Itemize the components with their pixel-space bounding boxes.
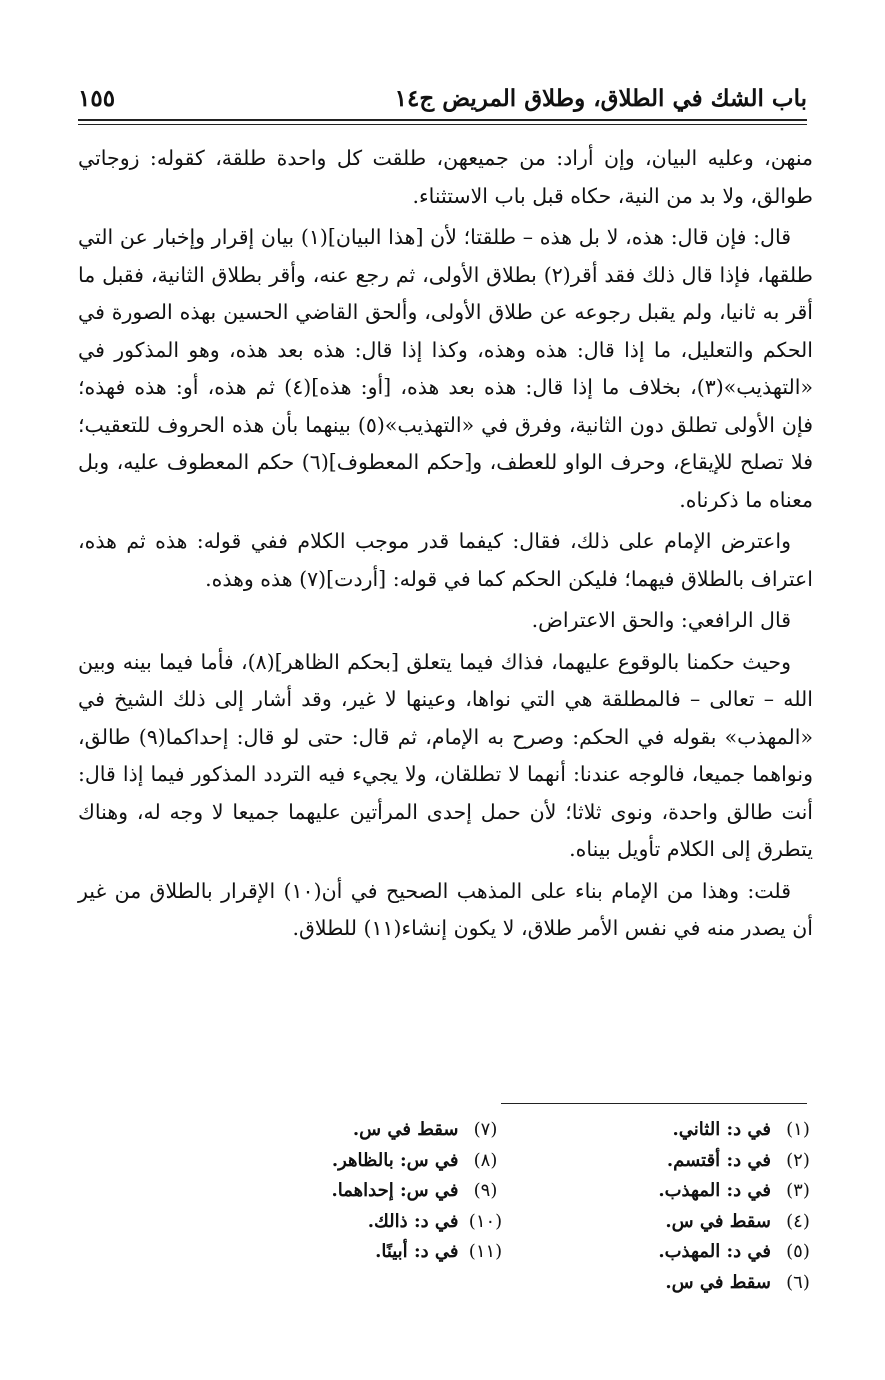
footnote: (٤) سقط في س. bbox=[665, 1210, 810, 1232]
footnote: (٢) في د: أقتسم. bbox=[666, 1149, 810, 1171]
paragraph-5: وحيث حكمنا بالوقوع عليهما، فذاك فيما يتعلق [بحكم الظاهر](٨)، فأما فيما بينه وبين الله – تعالى – فالمطلقة هي التي نواها، وعينها لا غير، وقد أشار إلى ذلك الشيخ في «المهذب» بقوله في الحكم: وصرح به الإمام، ثم قال: حتى لو قال: إحداكما(٩) طالق، ونواهما جميعا، فالوجه عندنا: أنهما لا تطلقان، ولا يجيء فيه التردد المذكور فيما إذا قال: أنت طالق واحدة، ونوى ثلاثا؛ لأن حمل إحدى المرأتين عليهما جميعا لا وجه له، وهناك يتطرق إلى الكلام تأويل بيناه. bbox=[78, 649, 813, 861]
footnotes bbox=[200, 1115, 825, 1298]
footnote: (٦) سقط في س. bbox=[665, 1271, 810, 1293]
paragraph-1: منهن، وعليه البيان، وإن أراد: من جميعهن، طلقت كل واحدة طلقة، كقوله: زوجاتي طوالق، ولا بد من النية، حكاه قبل باب الاستثناء. bbox=[78, 146, 813, 208]
footnote-separator bbox=[501, 1103, 807, 1104]
main-text bbox=[78, 140, 813, 952]
footnote: (١٠) في د: ذالك. bbox=[367, 1210, 503, 1232]
footnote: (٣) في د: المهذب. bbox=[658, 1180, 810, 1201]
footnote: (١١) في د: أبينًا. bbox=[375, 1241, 503, 1262]
paragraph-3: واعترض الإمام على ذلك، فقال: كيفما قدر موجب الكلام ففي قوله: هذه ثم هذه، اعتراف بالطلاق فيهما؛ فليكن الحكم كما في قوله: [أردت](٧) هذه وهذه. bbox=[78, 529, 813, 591]
header-rule-thick bbox=[78, 119, 807, 121]
footnotes-left-column bbox=[200, 1115, 513, 1298]
paragraph-6: قلت: وهذا من الإمام بناء على المذهب الصحيح في أن(١٠) الإقرار بالطلاق من غير أن يصدر منه في نفس الأمر طلاق، لا يكون إنشاء(١١) للطلاق. bbox=[78, 878, 813, 940]
header-rule-thin bbox=[78, 124, 807, 125]
footnote: (١) في د: الثاني. bbox=[672, 1119, 810, 1140]
footnote: (٥) في د: المهذب. bbox=[658, 1241, 810, 1262]
paragraph-2: قال: فإن قال: هذه، لا بل هذه – طلقتا؛ لأن [هذا البيان](١) بيان إقرار وإخبار عن التي طلقها، فإذا قال ذلك فقد أقر(٢) بطلاق الأولى، ثم رجع عنه، وأقر بطلاق الثانية، فقبل ما أقر به ثانيا، ولم يقبل رجوعه عن طلاق الأولى، وألحق القاضي الحسين بهذه الصورة في الحكم والتعليل، ما إذا قال: هذه وهذه، وكذا إذا قال: هذه بعد هذه، وهو المذكور في «التهذيب»(٣)، بخلاف ما إذا قال: هذه بعد هذه، [أو: هذه](٤) ثم هذه، أو: هذه فهذه؛ فإن الأولى تطلق دون الثانية، وفرق في «التهذيب»(٥) بينهما بأن هذه الحروف للتعقيب؛ فلا تصلح للإيقاع، وحرف الواو للعطف، و[حكم المعطوف](٦) حكم المعطوف عليه، وبل معناه ما ذكرناه. bbox=[78, 225, 813, 512]
footnote: (٨) في س: بالظاهر. bbox=[331, 1149, 498, 1171]
footnote: (٩) في س: إحداهما. bbox=[331, 1180, 498, 1201]
running-header bbox=[78, 78, 807, 118]
paragraph-4: قال الرافعي: والحق الاعتراض. bbox=[531, 608, 791, 632]
chapter-title: باب الشك في الطلاق، وطلاق المريض ج١٤ bbox=[394, 84, 807, 112]
page-number: ١٥٥ bbox=[78, 84, 116, 112]
footnotes-right-column bbox=[513, 1115, 826, 1298]
footnote: (٧) سقط في س. bbox=[352, 1119, 498, 1140]
